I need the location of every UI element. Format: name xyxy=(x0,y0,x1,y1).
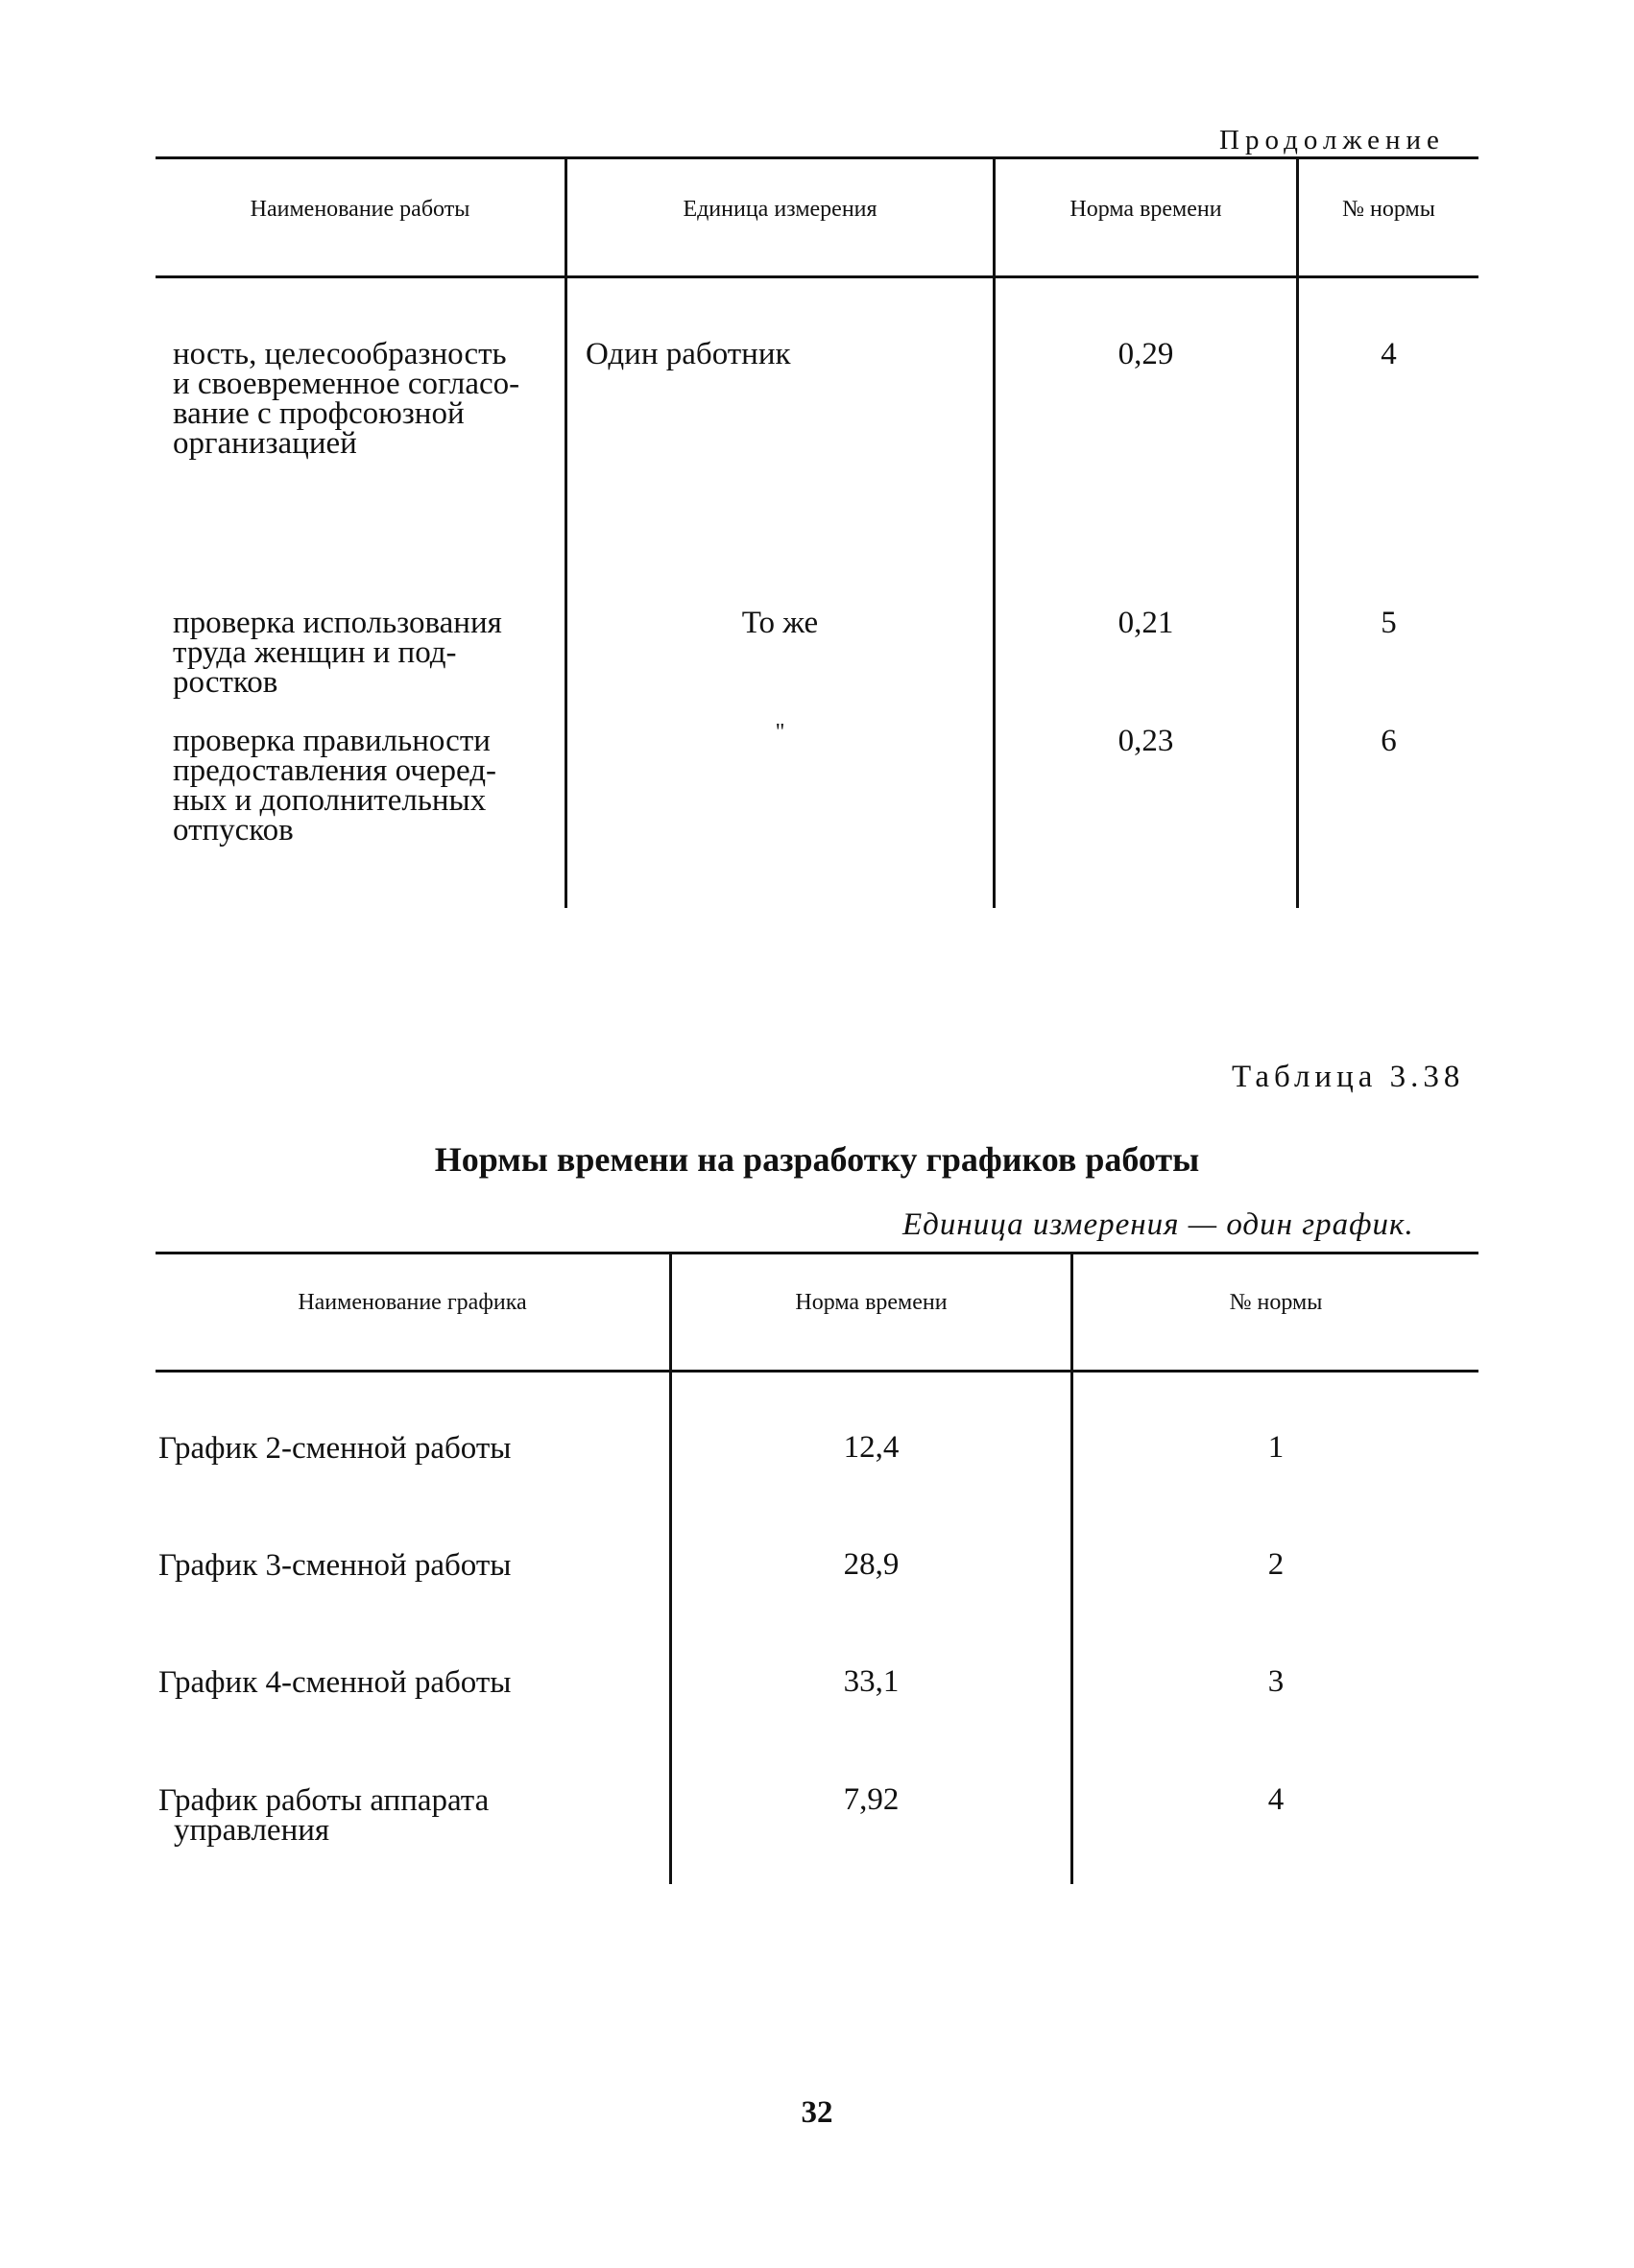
page-number: 32 xyxy=(801,2095,833,2130)
table-title: Нормы времени на разработку графиков работы xyxy=(434,1140,1200,1179)
table-row-norm: 33,1 xyxy=(843,1664,900,1699)
table-row-norm: 0,23 xyxy=(1117,724,1174,758)
table1-col-divider xyxy=(993,159,996,908)
table-row-number: 2 xyxy=(1267,1547,1285,1582)
table1-header-number: № нормы xyxy=(1342,197,1435,222)
table-row-norm: 0,29 xyxy=(1117,337,1174,371)
table-row-unit: То же xyxy=(741,606,819,640)
table2-header-number: № нормы xyxy=(1229,1290,1323,1315)
continuation-label: Продолжение xyxy=(1219,125,1445,155)
unit-note: Единица измерения — один график. xyxy=(902,1207,1414,1242)
table2-header-norm: Норма времени xyxy=(795,1290,948,1315)
table-row-number: 1 xyxy=(1267,1430,1285,1465)
table-row-work-name: проверка правильности предоставления очеред- ных и дополнительных отпусков xyxy=(173,724,496,848)
table1-col-divider xyxy=(565,159,567,908)
table-row-number: 4 xyxy=(1267,1782,1285,1817)
table-row-schedule-name: График 3-сменной работы xyxy=(158,1548,512,1583)
table1-header-name: Наименование работы xyxy=(250,197,470,222)
table-row-number: 3 xyxy=(1267,1664,1285,1699)
table-row-norm: 28,9 xyxy=(843,1547,900,1582)
table-row-work-name: проверка использования труда женщин и под- ростков xyxy=(173,606,502,700)
table-row-number: 5 xyxy=(1381,606,1397,640)
table-row-schedule-name: График работы аппарата управления xyxy=(158,1783,490,1848)
table-row-norm: 7,92 xyxy=(843,1782,900,1817)
table-row-work-name: ность, целесообразность и своевременное согласо- вание с профсоюзной организацией xyxy=(173,337,520,461)
table-row-unit: Один работник xyxy=(586,337,791,371)
table1-header-rule xyxy=(156,275,1478,278)
table-row-unit: " xyxy=(775,720,785,745)
table1-header-norm: Норма времени xyxy=(1069,197,1222,222)
table1-col-divider xyxy=(1296,159,1299,908)
table-row-norm: 12,4 xyxy=(843,1430,900,1465)
table-row-norm: 0,21 xyxy=(1117,606,1174,640)
table1-top-rule xyxy=(156,156,1478,159)
table2-header-rule xyxy=(156,1370,1478,1373)
table-row-number: 6 xyxy=(1381,724,1397,758)
table-row-schedule-name: График 4-сменной работы xyxy=(158,1665,512,1700)
table2-header-name: Наименование графика xyxy=(298,1290,527,1315)
table1-header-unit: Единица измерения xyxy=(683,197,877,222)
table-row-schedule-name: График 2-сменной работы xyxy=(158,1431,512,1466)
table-label: Таблица 3.38 xyxy=(1232,1060,1465,1094)
table-row-number: 4 xyxy=(1381,337,1397,371)
table2-top-rule xyxy=(156,1252,1478,1254)
